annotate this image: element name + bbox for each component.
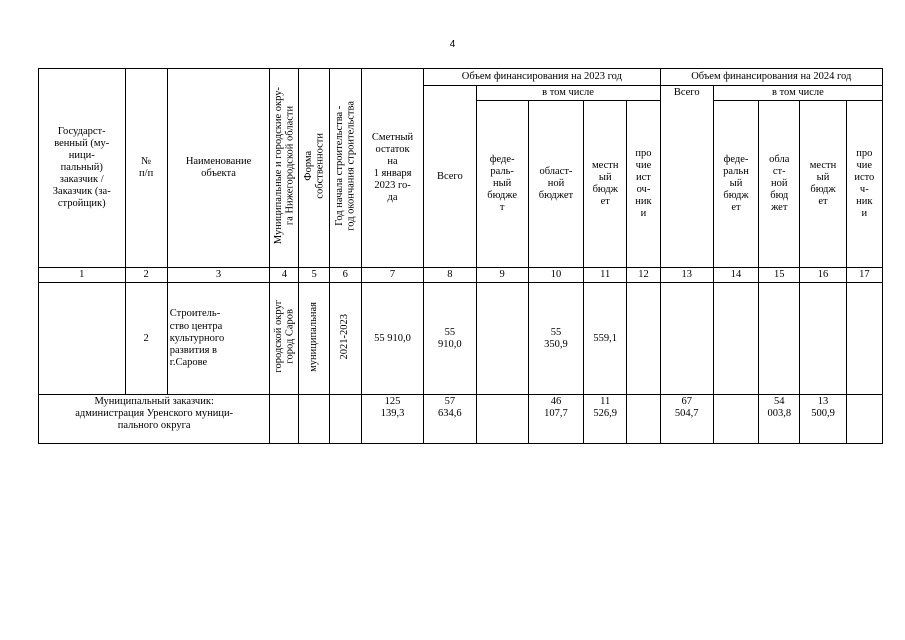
row-total-2024 — [660, 283, 713, 395]
header-federal-2023: феде- раль- ный бюдже т — [476, 101, 528, 268]
row-total-2023: 55 910,0 — [424, 283, 476, 395]
summary-federal-2024 — [713, 395, 758, 444]
row-municipality-cell — [270, 283, 299, 395]
header-regional-2024: обла ст- ной бюд жет — [759, 101, 800, 268]
summary-empty-cell — [329, 395, 361, 444]
column-number: 16 — [800, 268, 846, 283]
summary-other-2024 — [846, 395, 882, 444]
header-ownership-cell — [299, 69, 329, 268]
column-number: 11 — [584, 268, 627, 283]
summary-regional-2023: 46 107,7 — [528, 395, 583, 444]
row-regional-2024 — [759, 283, 800, 395]
header-customer: Государст- венный (му- ници- пальный) заказчик / Заказчик (за- стройщик) — [39, 69, 126, 268]
column-number: 4 — [270, 268, 299, 283]
header-federal-2024: феде- ральн ый бюдж ет — [713, 101, 758, 268]
summary-remaining: 125 139,3 — [361, 395, 423, 444]
column-number: 6 — [329, 268, 361, 283]
summary-local-2024: 13 500,9 — [800, 395, 846, 444]
column-number: 5 — [299, 268, 329, 283]
summary-label: Муниципальный заказчик: администрация Уренского муници- пального округа — [39, 395, 270, 444]
row-federal-2024 — [713, 283, 758, 395]
row-remaining: 55 910,0 — [361, 283, 423, 395]
header-remaining: Сметный остаток на 1 января 2023 го- да — [361, 69, 423, 268]
header-including-2024: в том числе — [713, 86, 882, 101]
header-municipality: Муниципальные и городские окру- га Нижегородской области — [272, 87, 296, 245]
summary-empty-cell — [270, 395, 299, 444]
row-municipality: городской округ город Саров — [272, 300, 296, 373]
header-total-2023: Всего — [424, 86, 476, 268]
column-number: 15 — [759, 268, 800, 283]
column-number: 8 — [424, 268, 476, 283]
row-customer — [39, 283, 126, 395]
summary-row — [39, 395, 883, 444]
row-years: 2021-2023 — [339, 313, 351, 360]
header-financing-2023: Объем финансирования на 2023 год — [424, 69, 660, 86]
summary-total-2023: 57 634,6 — [424, 395, 476, 444]
summary-total-2024: 67 504,7 — [660, 395, 713, 444]
row-other-2024 — [846, 283, 882, 395]
row-number: 2 — [125, 283, 167, 395]
column-number: 1 — [39, 268, 126, 283]
page-number: 4 — [449, 39, 456, 50]
summary-empty-cell — [299, 395, 329, 444]
column-number: 9 — [476, 268, 528, 283]
header-object-name: Наименование объекта — [167, 69, 270, 268]
header-local-2023: местн ый бюдж ет — [584, 101, 627, 268]
header-total-2024: Всего — [660, 86, 713, 268]
summary-other-2023 — [627, 395, 660, 444]
column-number: 2 — [125, 268, 167, 283]
column-number: 14 — [713, 268, 758, 283]
summary-federal-2023 — [476, 395, 528, 444]
table-row — [39, 283, 883, 395]
column-number: 7 — [361, 268, 423, 283]
row-local-2024 — [800, 283, 846, 395]
header-other-2023: про чие ист оч- ник и — [627, 101, 660, 268]
summary-regional-2024: 54 003,8 — [759, 395, 800, 444]
header-years: Год начала строительства - год окончания строительства — [333, 101, 357, 231]
row-object-name: Строитель- ство центра культурного развития в г.Сарове — [167, 283, 270, 395]
row-local-2023: 559,1 — [584, 283, 627, 395]
column-number: 3 — [167, 268, 270, 283]
column-number: 17 — [846, 268, 882, 283]
header-row-number: № п/п — [125, 69, 167, 268]
header-other-2024: про чие исто ч- ник и — [846, 101, 882, 268]
row-ownership: муниципальная — [308, 301, 320, 372]
row-ownership-cell — [299, 283, 329, 395]
header-ownership: Форма собственности — [302, 133, 326, 199]
column-number: 13 — [660, 268, 713, 283]
row-regional-2023: 55 350,9 — [528, 283, 583, 395]
header-financing-2024: Объем финансирования на 2024 год — [660, 69, 882, 86]
row-years-cell — [329, 283, 361, 395]
summary-local-2023: 11 526,9 — [584, 395, 627, 444]
header-local-2024: местн ый бюдж ет — [800, 101, 846, 268]
header-including-2023: в том числе — [476, 86, 660, 101]
column-number: 12 — [627, 268, 660, 283]
header-years-cell — [329, 69, 361, 268]
row-other-2023 — [627, 283, 660, 395]
column-number: 10 — [528, 268, 583, 283]
column-number-row — [39, 268, 883, 283]
header-municipality-cell — [270, 69, 299, 268]
financing-table — [38, 68, 883, 444]
header-regional-2023: област- ной бюджет — [528, 101, 583, 268]
row-federal-2023 — [476, 283, 528, 395]
